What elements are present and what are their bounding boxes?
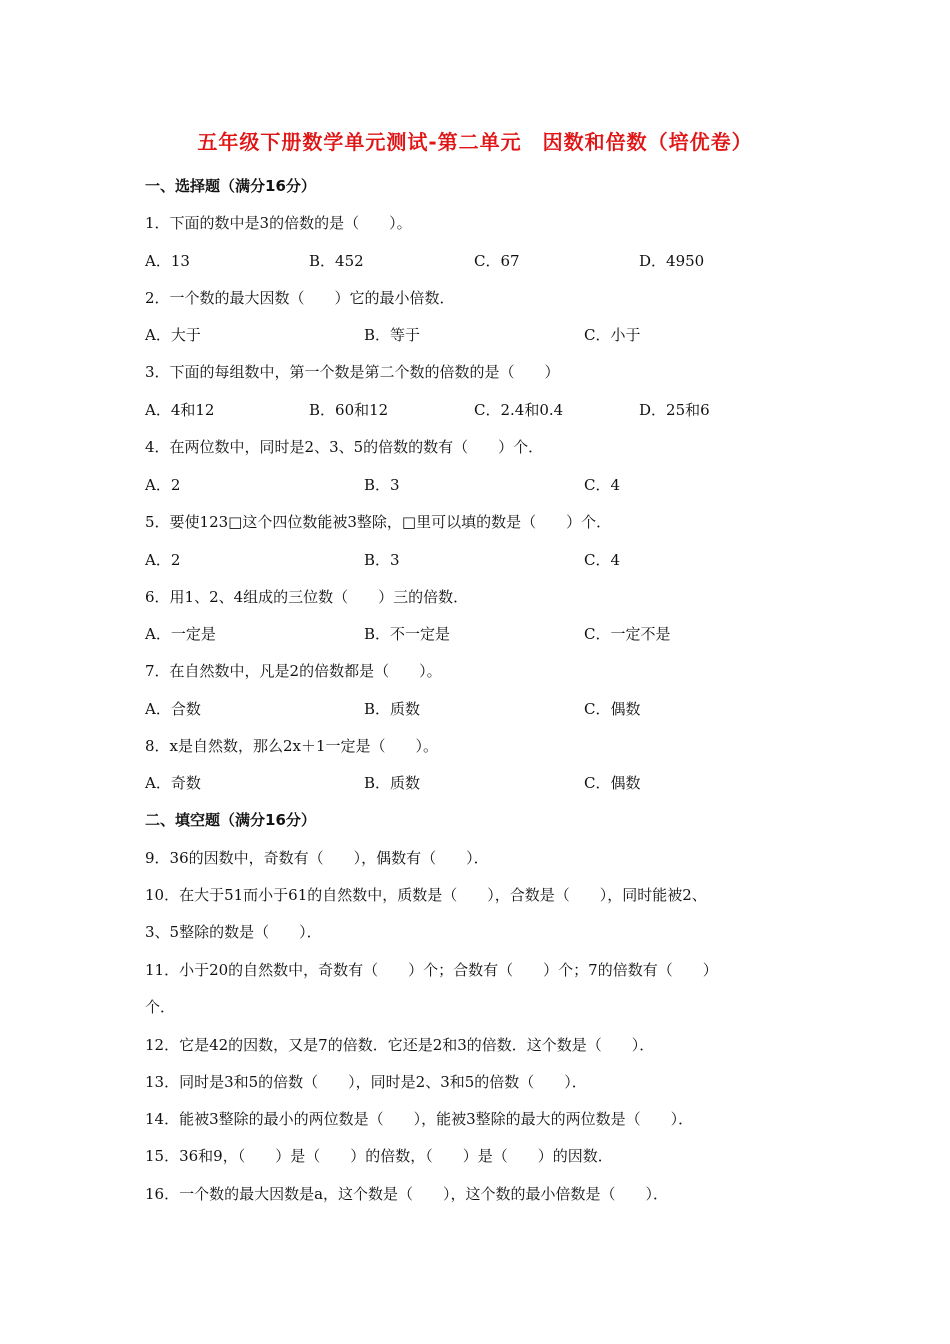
question-11: 11．小于20的自然数中，奇数有（ ）个；合数有（ ）个；7的倍数有（ ） [145, 961, 718, 979]
question-10: 10．在大于51而小于61的自然数中，质数是（ ），合数是（ ），同时能被2、 [145, 886, 707, 904]
question-14: 14．能被3整除的最小的两位数是（ ），能被3整除的最大的两位数是（ ）． [145, 1110, 694, 1128]
option-b: B．3 [364, 476, 400, 494]
question-4: 4．在两位数中，同时是2、3、5的倍数的数有（ ）个． [145, 438, 544, 456]
option-a: A．大于 [145, 326, 201, 344]
question-7: 7．在自然数中，凡是2的倍数都是（ ）。 [145, 662, 442, 680]
question-6: 6．用1、2、4组成的三位数（ ）三的倍数． [145, 588, 469, 606]
option-c: C．一定不是 [584, 625, 671, 643]
question-2: 2．一个数的最大因数（ ）它的最小倍数． [145, 289, 455, 307]
option-a: A．合数 [145, 700, 201, 718]
option-c: C．偶数 [584, 774, 641, 792]
option-c: C．偶数 [584, 700, 641, 718]
option-b: B．不一定是 [364, 625, 451, 643]
option-a: A．13 [145, 252, 190, 270]
option-b: B．质数 [364, 700, 421, 718]
page-title: 五年级下册数学单元测试-第二单元 因数和倍数（培优卷） [197, 130, 753, 154]
question-11-continued: 个． [145, 998, 176, 1016]
option-a: A．奇数 [145, 774, 201, 792]
option-d: D．4950 [639, 252, 705, 270]
question-1: 1．下面的数中是3的倍数的是（ ）。 [145, 214, 412, 232]
option-b: B．等于 [364, 326, 421, 344]
option-c: C．4 [584, 551, 621, 569]
option-c: C．4 [584, 476, 621, 494]
question-10-continued: 3、5整除的数是（ ）． [145, 923, 322, 941]
option-b: B．3 [364, 551, 400, 569]
option-b: B．452 [309, 252, 364, 270]
question-9: 9．36的因数中，奇数有（ ），偶数有（ ）． [145, 849, 489, 867]
option-c: C．67 [474, 252, 520, 270]
option-a: A．4和12 [145, 401, 215, 419]
question-5: 5．要使123□这个四位数能被3整除，□里可以填的数是（ ）个． [145, 513, 612, 531]
option-a: A．一定是 [145, 625, 216, 643]
option-c: C．小于 [584, 326, 641, 344]
question-13: 13．同时是3和5的倍数（ ），同时是2、3和5的倍数（ ）． [145, 1073, 587, 1091]
option-b: B．质数 [364, 774, 421, 792]
option-d: D．25和6 [639, 401, 710, 419]
question-8: 8．x是自然数，那么2x＋1一定是（ ）。 [145, 737, 439, 755]
section-heading-choice: 一、选择题（满分16分） [145, 177, 316, 195]
option-a: A．2 [145, 551, 181, 569]
section-heading-fill: 二、填空题（满分16分） [145, 811, 316, 829]
question-12: 12．它是42的因数，又是7的倍数．它还是2和3的倍数．这个数是（ ）． [145, 1036, 655, 1054]
option-a: A．2 [145, 476, 181, 494]
question-3: 3．下面的每组数中，第一个数是第二个数的倍数的是（ ） [145, 363, 560, 381]
option-b: B．60和12 [309, 401, 389, 419]
option-c: C．2.4和0.4 [474, 401, 564, 419]
question-16: 16．一个数的最大因数是a，这个数是（ ），这个数的最小倍数是（ ）． [145, 1185, 669, 1203]
question-15: 15．36和9，（ ）是（ ）的倍数，（ ）是（ ）的因数． [145, 1147, 613, 1165]
